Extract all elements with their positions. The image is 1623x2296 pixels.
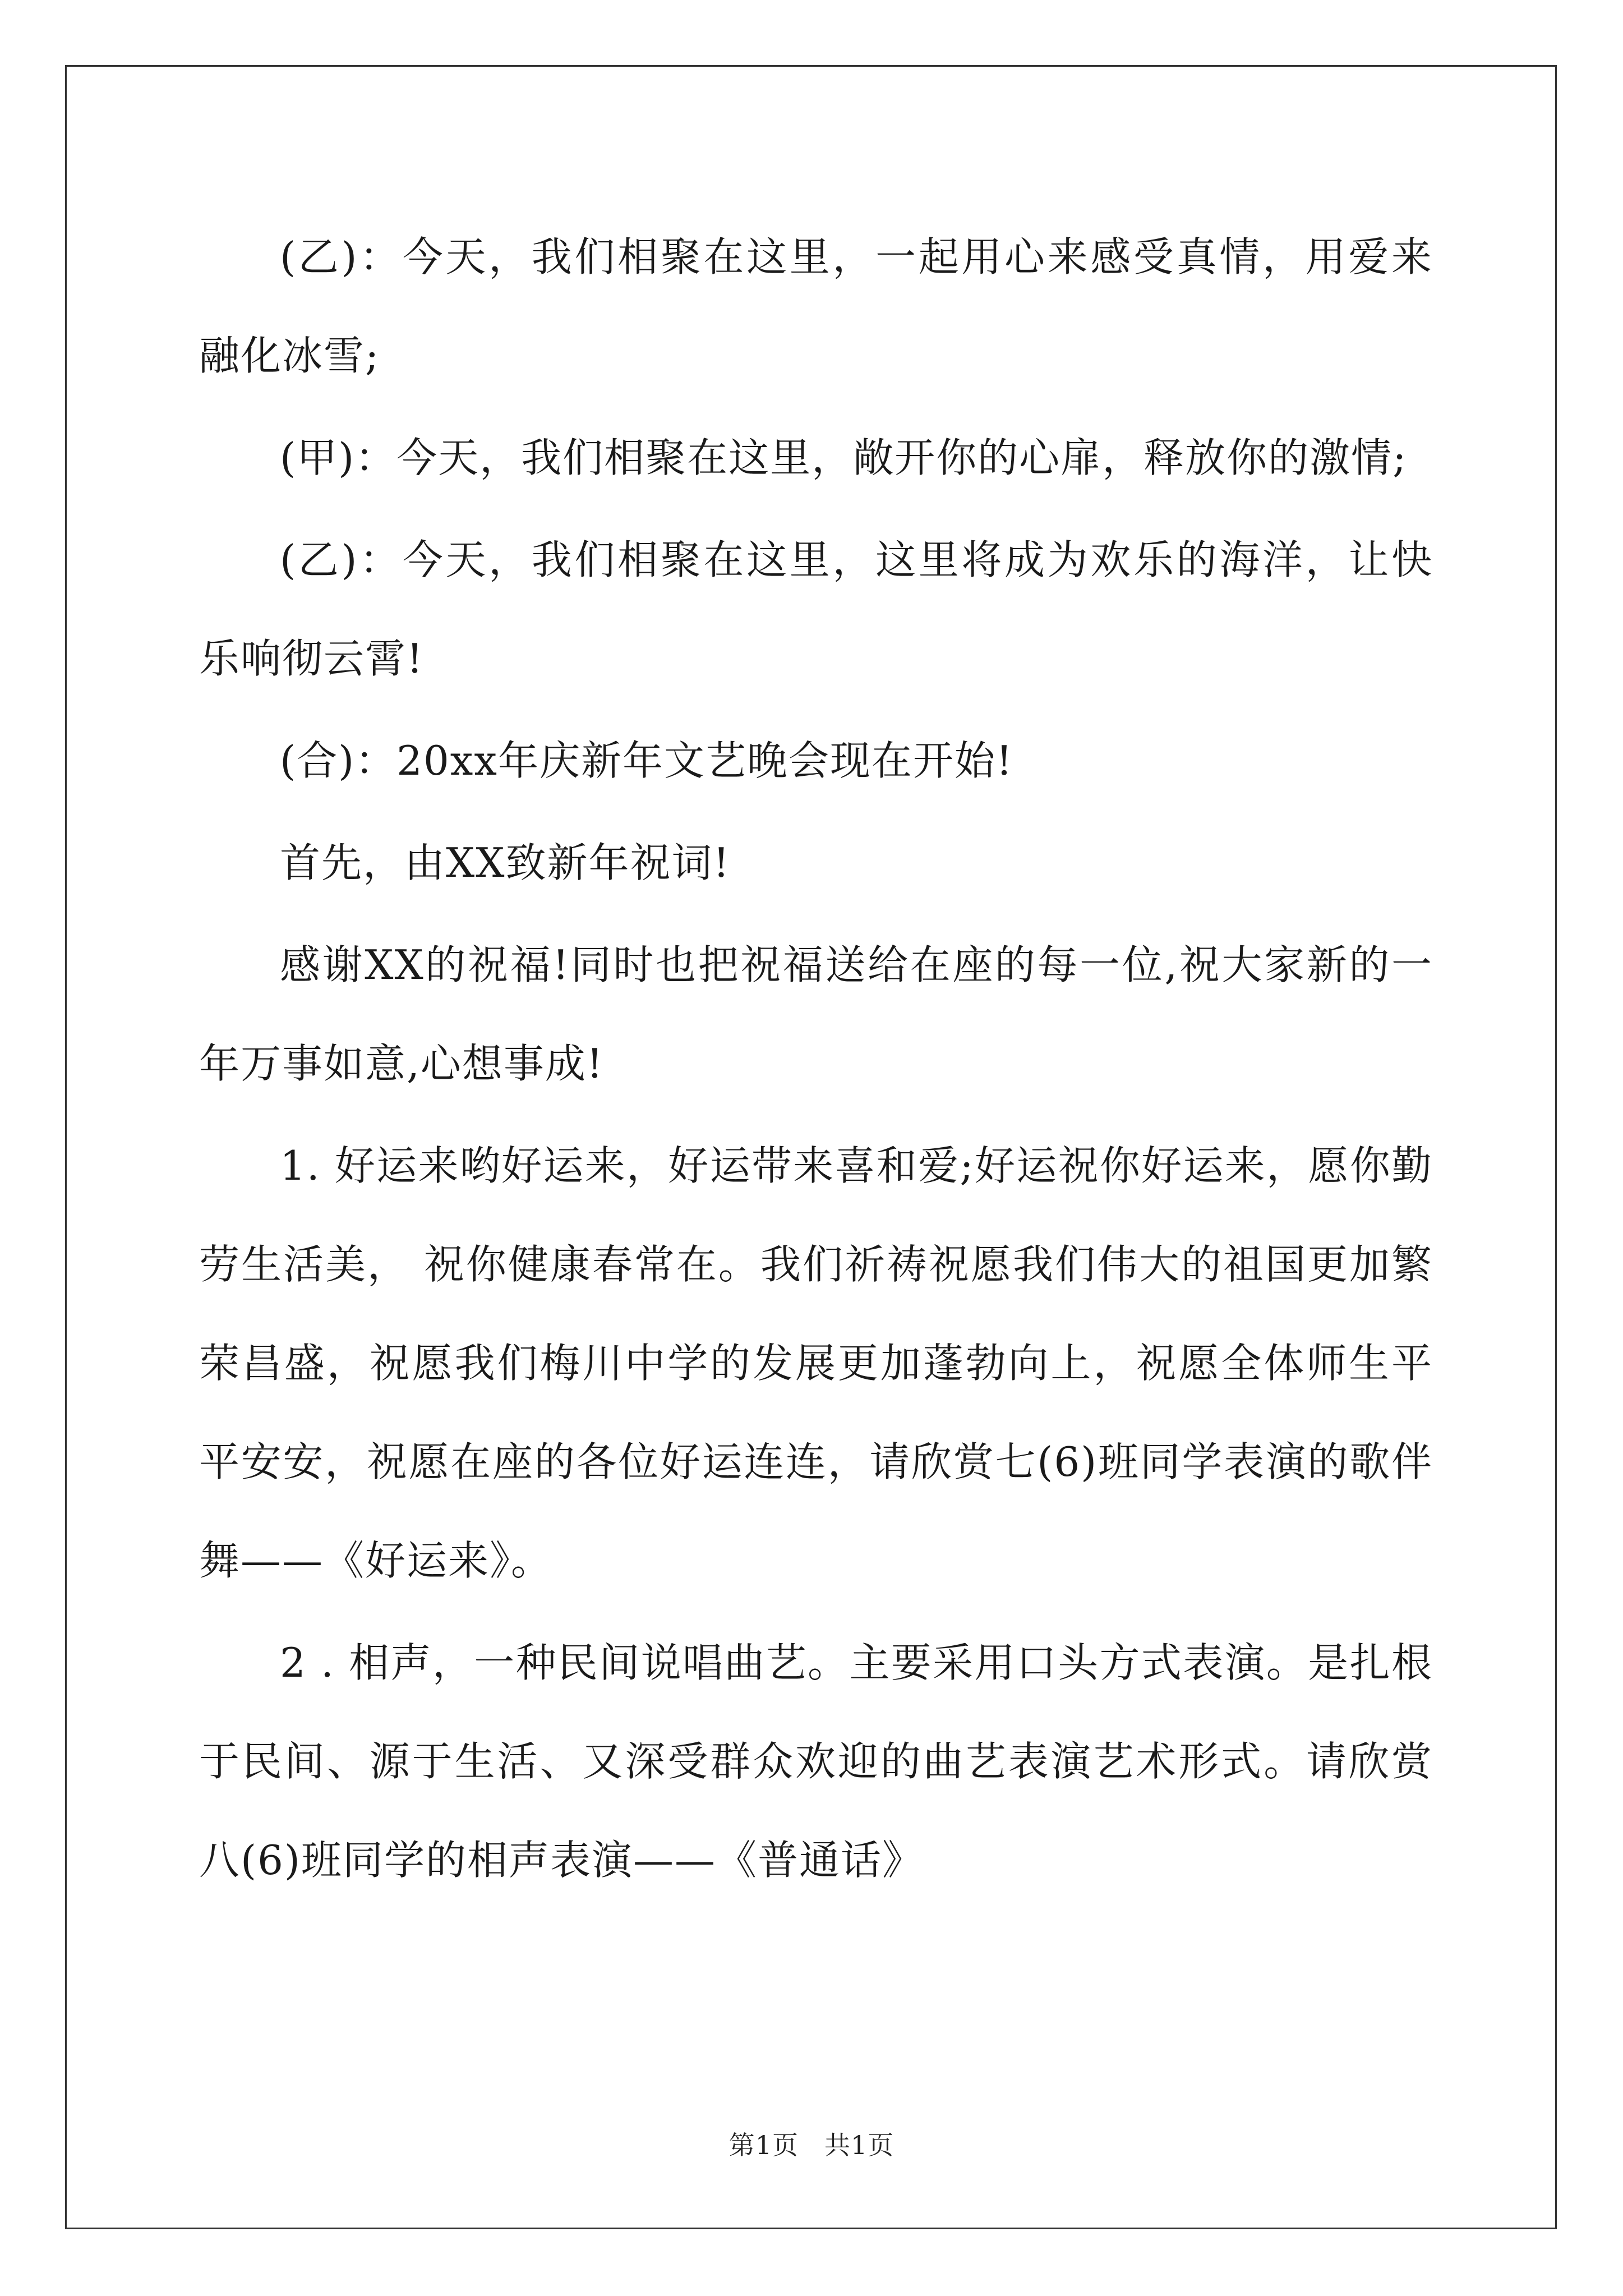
paragraph-7: 1. 好运来哟好运来，好运带来喜和爱;好运祝你好运来，愿你勤劳生活美， 祝你健康春常在。我们祈祷祝愿我们伟大的祖国更加繁荣昌盛，祝愿我们梅川中学的发展更加蓬勃向上，祝愿全体师生平平安安，祝愿在座的各位好运连连，请欣赏七(6)班同学表演的歌伴舞——《好运来》。 bbox=[199, 1142, 1433, 1584]
document-body bbox=[199, 208, 1433, 1913]
page-number-current: 第1页 bbox=[728, 2130, 799, 2160]
paragraph-4: (合)：20xx年庆新年文艺晚会现在开始! bbox=[280, 737, 1013, 784]
paragraph-6: 感谢XX的祝福!同时也把祝福送给在座的每一位,祝大家新的一年万事如意,心想事成! bbox=[199, 941, 1433, 1087]
paragraph-5: 首先，由XX致新年祝词! bbox=[280, 839, 731, 886]
page-footer bbox=[0, 2125, 1623, 2162]
paragraph-2: (甲)：今天，我们相聚在这里，敞开你的心扉，释放你的激情; bbox=[280, 434, 1408, 481]
paragraph-1: (乙)：今天，我们相聚在这里，一起用心来感受真情，用爱来融化冰雪; bbox=[199, 233, 1433, 379]
paragraph-3: (乙)：今天，我们相聚在这里，这里将成为欢乐的海洋，让快乐响彻云霄! bbox=[199, 536, 1433, 682]
page-number-total: 共1页 bbox=[824, 2130, 895, 2160]
paragraph-8: 2 . 相声，一种民间说唱曲艺。主要采用口头方式表演。是扎根于民间、源于生活、又深受群众欢迎的曲艺表演艺术形式。请欣赏八(6)班同学的相声表演——《普通话》 bbox=[199, 1639, 1433, 1884]
